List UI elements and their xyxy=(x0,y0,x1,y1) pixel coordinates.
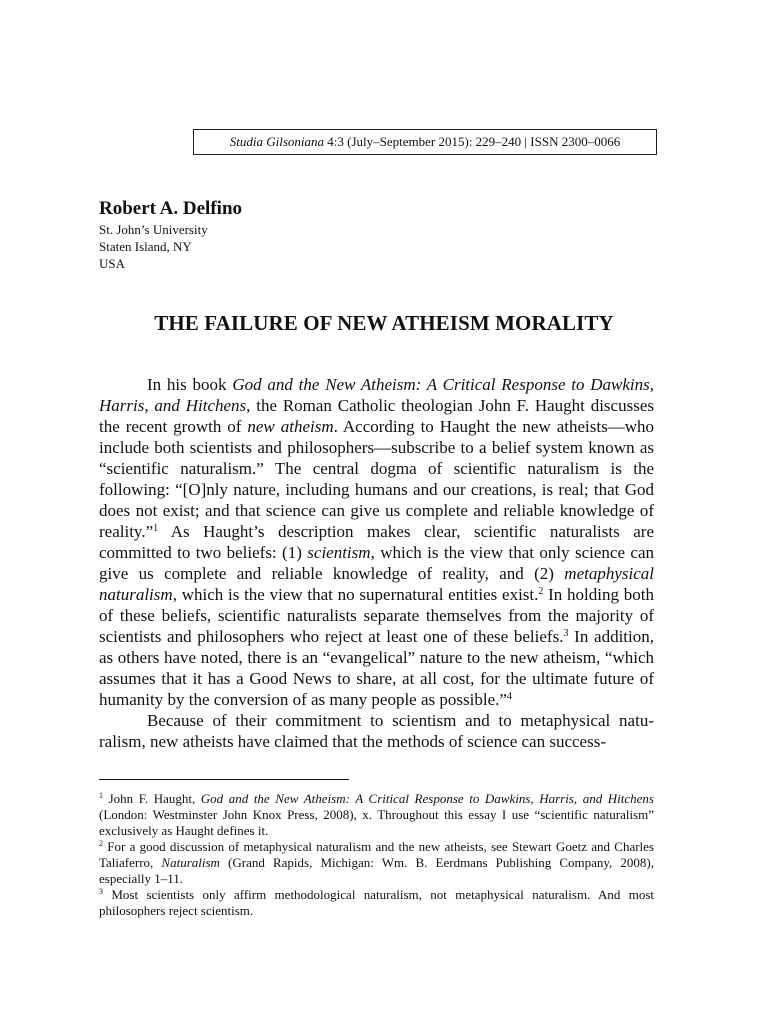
footnote-2 xyxy=(99,839,654,887)
text-run: , the Roman Catholic theologian John F. Haught discusses the recent growth of xyxy=(99,396,654,436)
body-paragraph-2: Because of their commitment to scientism and to metaphysical naturalism, new atheists have claimed that the methods of science can success- xyxy=(99,711,654,751)
text-run: As Haught’s description makes clear, scientific naturalists are committed to two beliefs: (1) xyxy=(99,522,654,562)
author-affiliation-university: St. John’s University xyxy=(99,222,208,237)
text-run: In holding both of these beliefs, scientific naturalists separate themselves from the majority of scientists and philosophers who reject at least one of these beliefs. xyxy=(99,585,654,646)
author-affiliation-city: Staten Island, NY xyxy=(99,239,192,254)
text-run: John F. Haught, xyxy=(103,791,201,806)
footnote-3 xyxy=(99,887,654,919)
text-run: , which is the view that only science can give us complete and reliable knowledge of reality, and (2) xyxy=(99,543,655,583)
italic-term: new atheism xyxy=(247,417,334,436)
footnote-ref-1[interactable]: 1 xyxy=(153,523,159,534)
footnote-1 xyxy=(99,791,654,839)
book-title: God and the New Atheism: A Critical Response to Dawkins, Harris, and Hitchens xyxy=(200,791,654,806)
footnote-ref-4[interactable]: 4 xyxy=(506,691,512,702)
footnotes xyxy=(99,791,654,919)
footnote-number: 3 xyxy=(99,887,103,896)
book-title: Naturalism xyxy=(161,855,220,870)
text-run: In addition, as others have noted, there is an “evangelical” nature to the new atheism, “which assumes that it has a Good News to share, at all cost, for the ultimate future of humanity by the conversion of as many people as possible.” xyxy=(99,627,654,709)
article-title: THE FAILURE OF NEW ATHEISM MORALITY xyxy=(154,311,614,335)
text-run: For a good discussion of metaphysical naturalism and the new atheists, see Stewart Goetz and Charles Taliaferro, xyxy=(99,839,654,870)
journal-issue-info: 4:3 (July–September 2015): 229–240 | ISSN 2300–0066 xyxy=(324,134,621,149)
book-title: God and the New Atheism: A Critical Response to Dawkins, Harris, and Hitchens xyxy=(99,375,655,415)
italic-term: metaphysical naturalism xyxy=(99,564,654,604)
footnote-number: 1 xyxy=(99,791,103,800)
author-name: Robert A. Delfino xyxy=(99,198,243,219)
footnote-divider xyxy=(99,779,349,780)
body-paragraph-1 xyxy=(99,374,654,710)
journal-citation-box xyxy=(193,129,657,155)
text-run: (Grand Rapids, Michigan: Wm. B. Eerdmans Publishing Company, 2008), especially 1–11. xyxy=(99,855,654,886)
text-run: (London: Westminster John Knox Press, 2008), x. Throughout this essay I use “scientific naturalism” exclusively as Haught defines it. xyxy=(99,807,654,838)
text-run: . According to Haught the new atheists—who include both scientists and philosophers—subscribe to a belief system known as “scientific naturalism.” The central dogma of scientific naturalism is the following: “[O]nly nature, including humans and our creations, is real; that God does not exist; and that science can give us complete and reliable knowledge of reality.” xyxy=(99,417,654,541)
journal-name: Studia Gilsoniana xyxy=(229,134,325,149)
author-block xyxy=(99,197,242,272)
text-run: Most scientists only affirm methodological naturalism, not metaphysical naturalism. And most philosophers reject scientism. xyxy=(99,887,654,918)
italic-term: scientism xyxy=(307,543,371,562)
text-run: , which is the view that no supernatural entities exist. xyxy=(172,585,539,604)
article-body xyxy=(99,374,654,752)
text-run: In his book xyxy=(147,375,233,394)
footnote-ref-2[interactable]: 2 xyxy=(538,586,544,597)
author-affiliation-country: USA xyxy=(99,256,126,271)
footnote-ref-3[interactable]: 3 xyxy=(563,628,569,639)
footnote-number: 2 xyxy=(99,839,103,848)
